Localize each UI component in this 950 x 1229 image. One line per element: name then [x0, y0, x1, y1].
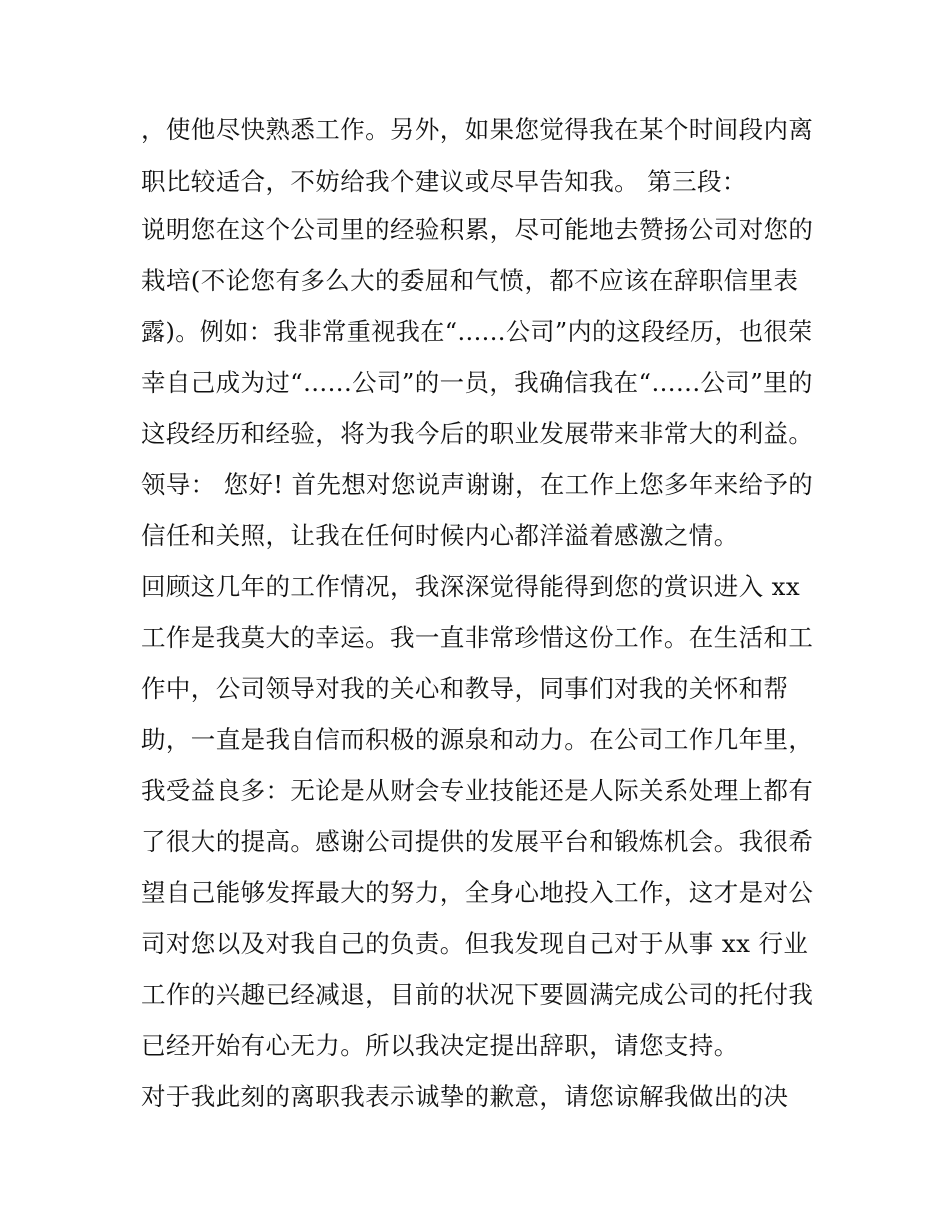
text-line: 已经开始有心无力。所以我决定提出辞职，请您支持。 — [141, 1031, 739, 1060]
text-line: 说明您在这个公司里的经验积累，尽可能地去赞扬公司对您的 — [141, 215, 814, 244]
text-line: 工作的兴趣已经减退，目前的状况下要圆满完成公司的托付我 — [141, 980, 814, 1009]
text-line: 领导： 您好! 首先想对您说声谢谢，在工作上您多年来给予的 — [141, 470, 814, 499]
text-line: 露)。例如：我非常重视我在“......公司”内的这段经历，也很荣 — [141, 317, 813, 346]
text-line: 助，一直是我自信而积极的源泉和动力。在公司工作几年里， — [141, 725, 814, 754]
text-line: ，使他尽快熟悉工作。另外，如果您觉得我在某个时间段内离 — [141, 115, 814, 144]
text-line: 职比较适合，不妨给我个建议或尽早告知我。 第三段： — [141, 167, 747, 196]
text-line: 我受益良多：无论是从财会专业技能还是人际关系处理上都有 — [141, 776, 814, 805]
text-line: 信任和关照，让我在任何时候内心都洋溢着感激之情。 — [141, 521, 739, 550]
text-line: 作中，公司领导对我的关心和教导，同事们对我的关怀和帮 — [141, 674, 789, 703]
text-line: 栽培(不论您有多么大的委屈和气愤，都不应该在辞职信里表 — [141, 266, 799, 295]
text-line: 望自己能够发挥最大的努力，全身心地投入工作，这才是对公 — [141, 878, 814, 907]
text-line: 对于我此刻的离职我表示诚挚的歉意，请您谅解我做出的决 — [141, 1082, 789, 1111]
text-line: 司对您以及对我自己的负责。但我发现自己对于从事 xx 行业 — [141, 929, 809, 958]
text-line: 这段经历和经验，将为我今后的职业发展带来非常大的利益。 — [141, 419, 814, 448]
text-line: 工作是我莫大的幸运。我一直非常珍惜这份工作。在生活和工 — [141, 623, 814, 652]
text-line: 回顾这几年的工作情况，我深深觉得能得到您的赏识进入 xx — [141, 572, 801, 601]
text-line: 幸自己成为过“......公司”的一员，我确信我在“......公司”里的 — [141, 368, 813, 397]
text-line: 了很大的提高。感谢公司提供的发展平台和锻炼机会。我很希 — [141, 827, 814, 856]
